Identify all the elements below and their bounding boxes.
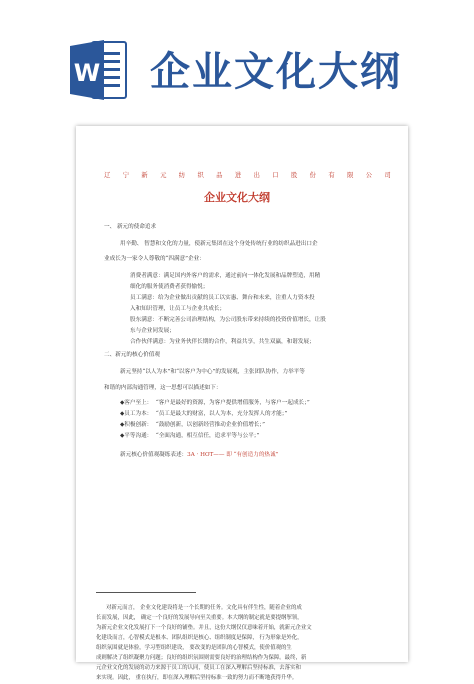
value-item bbox=[120, 398, 310, 406]
employee-satisfaction-line: 员工满意：给为企业做出贡献的员工以实惠、舞台和未来，注重人力资本投 bbox=[130, 295, 315, 301]
partner-satisfaction-line: 合作伙伴满意：为业务伙伴长期的合作，利益共享，共生双赢，和谐发展； bbox=[130, 339, 315, 345]
document-title: 企业文化大纲 bbox=[204, 191, 270, 204]
footnote-line: 元企业文化的发展的动力来源于员工的认同，使员工在深入理解后坚持标准，去落实和 bbox=[96, 665, 301, 671]
value-text: “员工是最大的财富，以人为本，充分发挥人的才能；” bbox=[155, 411, 288, 417]
word-icon bbox=[70, 38, 128, 102]
value-item bbox=[120, 409, 287, 417]
values-paragraph-line: 新元坚持“以人为本”和“以客户为中心”的发展观，主张团队协作，力举平等 bbox=[120, 369, 305, 375]
value-label: ◆平等沟通： bbox=[120, 433, 153, 439]
footnote-line: 化建设而言，心智模式是根本、团队组织是核心、组织制度是保障， 行为形象是外化， bbox=[96, 635, 303, 641]
employee-satisfaction-line: 入和知识管理，让员工与企业共成长； bbox=[130, 306, 226, 312]
value-item bbox=[120, 431, 259, 439]
shareholder-satisfaction-line: 东与企业同发展； bbox=[130, 328, 175, 334]
value-text: “鼓励创新，以创新经营推动企业价值增长；” bbox=[155, 422, 266, 428]
summary-prefix: 新元核心价值观凝练表述： bbox=[120, 452, 188, 458]
footnote-line: 成则解决了组织凝聚力问题；良好的组织氛围则需要良好的治理结构作为保障。最终，新 bbox=[96, 655, 307, 661]
footnote-line: 对新元而言， 企业文化建设将是一个长期的任务。文化具有伴生性，随着企业的成 bbox=[106, 605, 302, 611]
consumer-satisfaction-line: 细化的服务使消费者获得愉悦； bbox=[130, 284, 209, 290]
values-paragraph-line: 和谐的内部沟通管理，这一思想可以描述如下： bbox=[104, 385, 222, 391]
consumer-satisfaction-line: 消费者满意：满足国内外客户的需求，通过前向一体化发展和品牌塑造，用精 bbox=[130, 273, 321, 279]
footnote-divider bbox=[96, 592, 196, 593]
mission-paragraph-line: 业成长为一家令人尊敬的“四满意”企业： bbox=[104, 256, 205, 262]
footnote-line: 来实现。因此， 重在执行，即在深入理解后坚持标准一致的努力而不断地获得升华。 bbox=[96, 675, 298, 681]
values-summary bbox=[120, 450, 278, 458]
footnote-line: 为新元企业文化发展打下一个良好的铺垫。并且，这份大纲仅仅意味着开始，就新元企业文 bbox=[96, 625, 312, 631]
document-page bbox=[76, 126, 408, 681]
value-label: ◆客户至上： bbox=[120, 400, 153, 406]
shareholder-satisfaction-line: 股东满意：不断完善公司治理结构，为公司股东带来持续的投资价值增长，让股 bbox=[130, 317, 326, 323]
company-name: 辽 宁 新 元 纺 织 品 进 出 口 股 份 有 限 公 司 bbox=[104, 172, 396, 179]
section-heading-values: 二、新元的核心价值观 bbox=[104, 352, 160, 358]
value-label: ◆积极创新： bbox=[120, 422, 153, 428]
mission-paragraph-line: 用辛勤、 智慧和文化的力量，使新元集团在这个身处传统行业的纺织品进出口企 bbox=[120, 241, 318, 247]
banner-title: 企业文化大纲 bbox=[150, 49, 402, 95]
value-label: ◆员工为本： bbox=[120, 411, 153, 417]
summary-value: 3A · HOT—— 即 “有创造力的热诚” bbox=[187, 452, 279, 458]
section-heading-mission: 一、 新元的使命追求 bbox=[104, 224, 157, 230]
header-banner bbox=[0, 0, 474, 118]
value-item bbox=[120, 420, 265, 428]
footnote-line: 长而发展，因此， 确定一个良好的发展导向至关重要。本大纲的制定就是要提纲挈领， bbox=[96, 615, 303, 621]
value-text: “客户是最好的资源，为客户提供增值服务，与客户一起成长；” bbox=[155, 400, 310, 406]
value-text: “全面沟通，相互信任，追求平等与公平；” bbox=[155, 433, 260, 439]
footnote-line: 组织氛围就是体验，学习型组织建设， 要改变的是团队的心智模式，使价值观的生 bbox=[96, 645, 292, 651]
word-icon-letter: W bbox=[73, 59, 101, 87]
